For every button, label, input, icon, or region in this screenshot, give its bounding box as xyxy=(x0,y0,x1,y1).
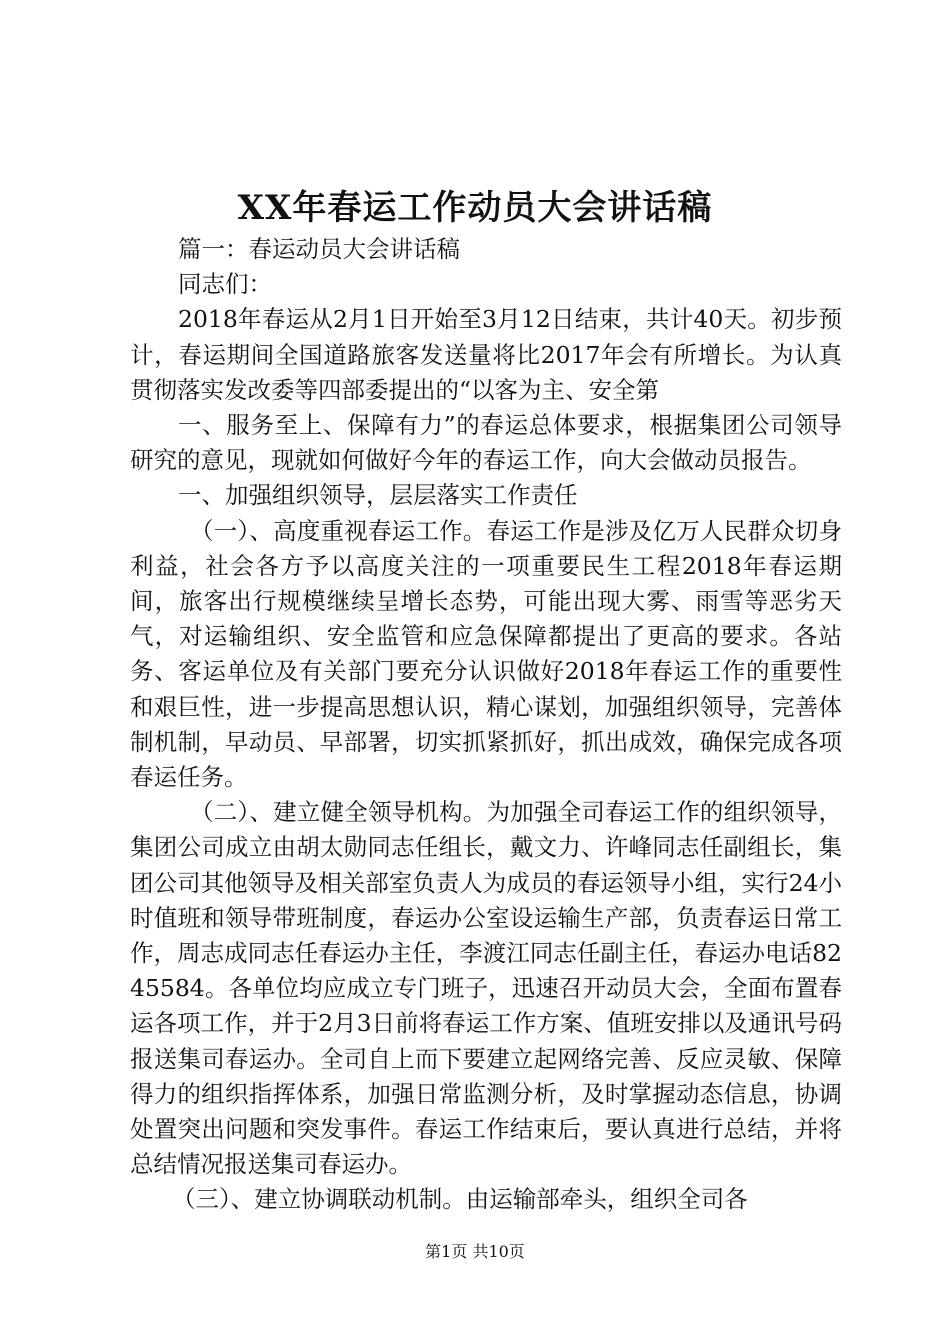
paragraph-item-3: （三）、建立协调联动机制。由运输部牵头，组织全司各 xyxy=(172,1185,748,1214)
paragraph-item-2: （二）、建立健全领导机构。为加强全司春运工作的组织领导，集团公司成立由胡太勋同志任组长，戴文力、许峰同志任副组长，集团公司其他领导及相关部室负责人为成员的春运领导小组，实行24小时值班和领导带班制度，春运办公室设运输生产部，负责春运日常工作，周志成同志任春运办主任，李渡江同志任副主任，春运办电话8245584。各单位均应成立专门班子，迅速召开动员大会，全面布置春运各项工作，并于2月3日前将春运工作方案、值班安排以及通讯号码报送集司春运办。全司自上而下要建立起网络完善、反应灵敏、保障得力的组织指挥体系，加强日常监测分析，及时掌握动态信息，协调处置突出问题和突发事件。春运工作结束后，要认真进行总结，并将总结情况报送集司春运办。 xyxy=(130,798,842,1179)
page-number: 第1页 共10页 xyxy=(425,1242,525,1261)
page-footer xyxy=(0,1241,950,1263)
document-title: XX年春运工作动员大会讲话稿 xyxy=(237,188,713,228)
heading-strengthen-leadership: 一、加强组织领导，层层落实工作责任 xyxy=(178,481,578,510)
paragraph-intro: 2018年春运从2月1日开始至3月12日结束，共计40天。初步预计，春运期间全国道路旅客发送量将比2017年会有所增长。为认真贯彻落实发改委等四部委提出的“以客为主、安全第 xyxy=(130,305,842,404)
document-body xyxy=(130,232,842,1218)
paragraph-requirements: 一、服务至上、保障有力”的春运总体要求，根据集团公司领导研究的意见，现就如何做好今年的春运工作，向大会做动员报告。 xyxy=(130,411,842,475)
salutation: 同志们： xyxy=(178,270,272,299)
paragraph-item-1: （一）、高度重视春运工作。春运工作是涉及亿万人民群众切身利益，社会各方予以高度关注的一项重要民生工程2018年春运期间，旅客出行规模继续呈增长态势，可能出现大雾、雨雪等恶劣天气，对运输组织、安全监管和应急保障都提出了更高的要求。各站务、客运单位及有关部门要充分认识做好2018年春运工作的重要性和艰巨性，进一步提高思想认识，精心谋划，加强组织领导，完善体制机制，早动员、早部署，切实抓紧抓好，抓出成效，确保完成各项春运任务。 xyxy=(130,516,842,792)
section-heading-part-one: 篇一：春运动员大会讲话稿 xyxy=(178,235,460,263)
